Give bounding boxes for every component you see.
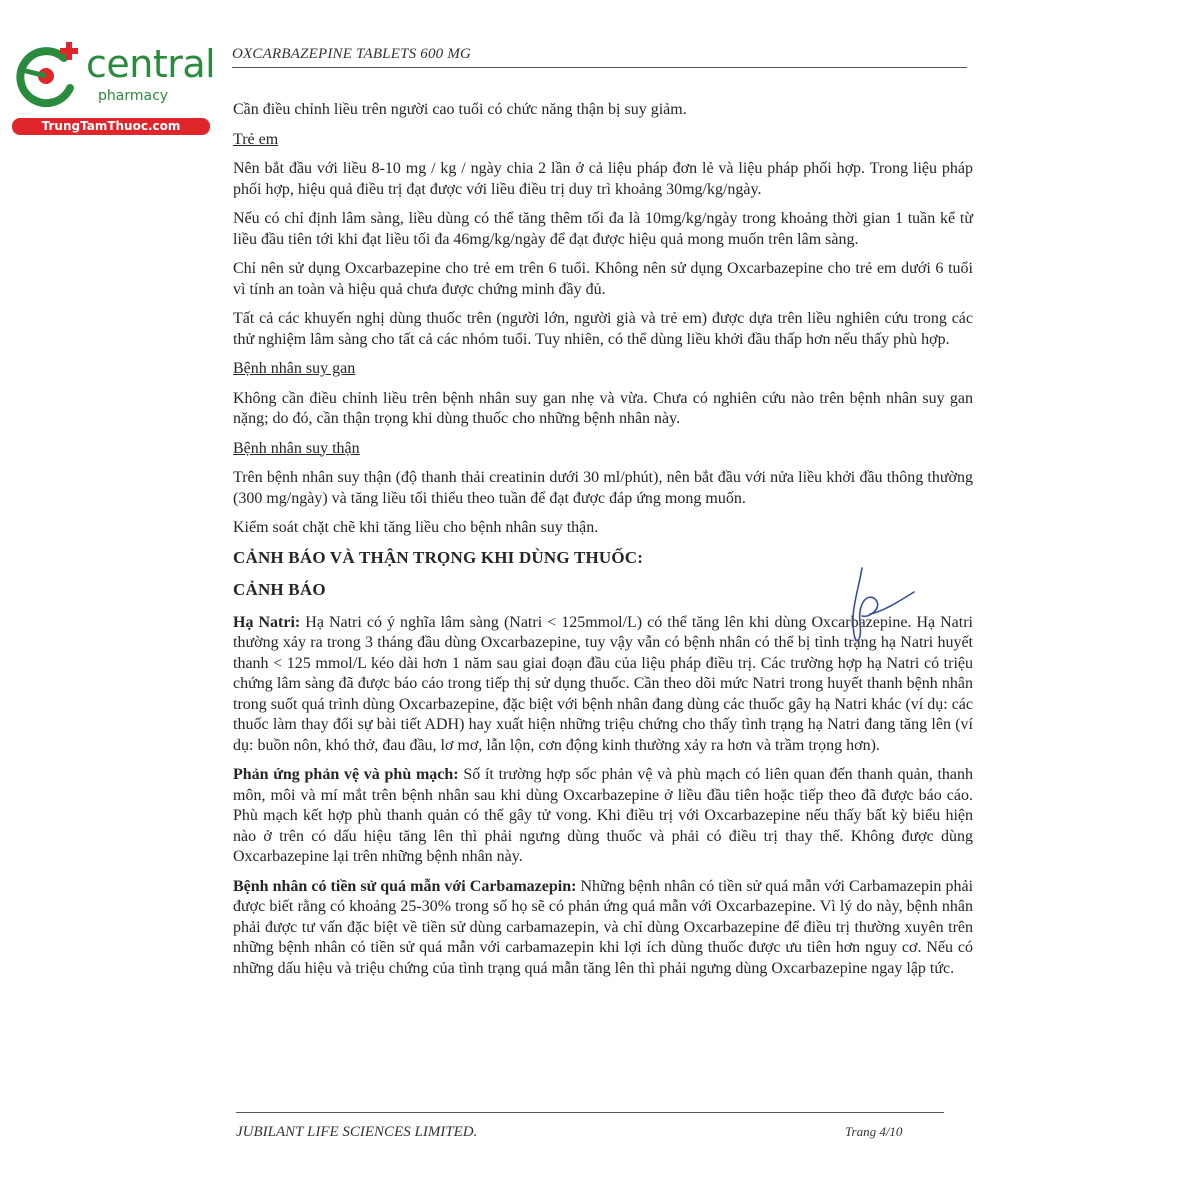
paragraph-anaphylaxis <box>233 765 973 868</box>
header-rule <box>232 67 967 68</box>
section-heading-children: Trẻ em <box>233 130 279 148</box>
paragraph-elderly: Cần điều chỉnh liều trên người cao tuổi có chức năng thận bị suy giảm. <box>233 101 687 118</box>
footer-company: JUBILANT LIFE SCIENCES LIMITED. <box>236 1124 478 1140</box>
paragraph-text: Số ít trường hợp sốc phản vệ và phù mạch có liên quan đến thanh quản, thanh môn, môi và mí mắt trên bệnh nhân sau khi dùng Oxcarbazepine ở liều đầu tiên hoặc tiếp theo đã được báo cáo. Phù mạch kết hợp phù thanh quản có thể gây tử vong. Khi điều trị với Oxcarbazepine nếu thấy bất kỳ biểu hiện nào ở trên có dấu hiệu tăng lên thì phải ngưng dùng thuốc và phải có điều trị thay thế. Không được dùng Oxcarbazepine lại trên những bệnh nhân này. <box>233 766 974 865</box>
paragraph: Tất cả các khuyến nghị dùng thuốc trên (người lớn, người già và trẻ em) được dựa trên liều nghiên cứu trong các thử nghiệm lâm sàng cho tất cả các nhóm tuổi. Tuy nhiên, có thể dùng liều khởi đầu thấp hơn nếu thấy phù hợp. <box>233 310 973 348</box>
footer-rule <box>236 1112 944 1113</box>
logo <box>10 38 215 138</box>
page-number: Trang 4/10 <box>845 1124 903 1139</box>
paragraph: Chỉ nên sử dụng Oxcarbazepine cho trẻ em trên 6 tuổi. Không nên sử dụng Oxcarbazepine cho trẻ em dưới 6 tuổi vì tính an toàn và hiệu quả chưa được chứng minh đầy đủ. <box>233 260 973 298</box>
warning-heading: CẢNH BÁO <box>233 580 326 599</box>
lead-label: Hạ Natri: <box>233 613 301 631</box>
signature <box>842 562 922 652</box>
paragraph: Không cần điều chỉnh liều trên bệnh nhân suy gan nhẹ và vừa. Chưa có nghiên cứu nào trên bệnh nhân suy gan nặng; do đó, cần thận trọng khi dùng thuốc cho những bệnh nhân này. <box>233 389 973 427</box>
lead-label: Phản ứng phản vệ và phù mạch: <box>233 766 459 783</box>
paragraph: Nếu có chỉ định lâm sàng, liều dùng có thể tăng thêm tối đa là 10mg/kg/ngày trong khoảng thời gian 1 tuần kể từ liều đầu tiên tới khi đạt liều tối đa 46mg/kg/ngày để đạt được hiệu quả mong muốn trên lâm sàng. <box>233 210 973 248</box>
section-heading-renal: Bệnh nhân suy thận <box>233 439 360 457</box>
logo-site: TrungTamThuoc.com <box>12 118 210 135</box>
document-body <box>233 100 973 988</box>
lead-label: Bệnh nhân có tiền sử quá mẫn với Carbamazepin: <box>233 877 577 895</box>
paragraph-text: Hạ Natri có ý nghĩa lâm sàng (Natri < 125mmol/L) có thể tăng lên khi dùng Oxcarbazepine. Hạ Natri thường xảy ra trong 3 tháng đầu dùng Oxcarbazepine, tuy vậy vẫn có bệnh nhân có thể bị tình trạng hạ Natri huyết thanh < 125 mmol/L kéo dài hơn 1 năm sau giai đoạn đầu của liệu pháp điều trị. Các trường hợp hạ Natri có triệu chứng lâm sàng đã được báo cáo trong tiếp thị sử dụng thuốc. Cần theo dõi mức Natri trong huyết thanh bệnh nhân trong suốt quá trình dùng Oxcarbazepine, đặc biệt với bệnh nhân đang dùng các thuốc gây hạ Natri khác (ví dụ: các thuốc làm thay đổi sự bài tiết ADH) hay xuất hiện những triệu chứng cho thấy tình trạng hạ Natri đang tăng lên (ví dụ: buồn nôn, khó thở, đau đầu, lơ mơ, lẫn lộn, cơn động kinh thường xảy ra hơn và trầm trọng hơn). <box>233 613 974 754</box>
paragraph: Kiểm soát chặt chẽ khi tăng liều cho bệnh nhân suy thận. <box>233 519 599 536</box>
section-heading-hepatic: Bệnh nhân suy gan <box>233 360 356 377</box>
logo-sub: pharmacy <box>98 88 169 104</box>
paragraph-text: Những bệnh nhân có tiền sử quá mẫn với Carbamazepin phải được biết rằng có khoảng 25-30% trong số họ sẽ có phản ứng quá mẫn với Oxcarbazepine. Vì lý do này, bệnh nhân phải được tư vấn đặc biệt về tiền sử dùng carbamazepin, và chỉ dùng Oxcarbazepine để điều trị thường xuyên trên những bệnh nhân có tiền sử quá mẫn với carbamazepin khi lợi ích dùng thuốc được ưu tiên hơn nguy cơ. Nếu có những dấu hiệu và triệu chứng của tình trạng quá mẫn tăng lên thì phải ngưng dùng Oxcarbazepine ngay lập tức. <box>233 877 974 977</box>
paragraph: Nên bắt đầu với liều 8-10 mg / kg / ngày chia 2 lần ở cả liệu pháp đơn lẻ và liệu pháp phối hợp. Trong liệu pháp phối hợp, hiệu quả điều trị đạt được với liều điều trị duy trì khoảng 30mg/kg/ngày. <box>233 160 973 198</box>
document-title: OXCARBAZEPINE TABLETS 600 MG <box>232 46 472 62</box>
warnings-heading: CẢNH BÁO VÀ THẬN TRỌNG KHI DÙNG THUỐC: <box>233 547 644 567</box>
paragraph-hypersensitivity <box>233 877 973 980</box>
pharmacy-cross-icon <box>12 40 86 114</box>
paragraph: Trên bệnh nhân suy thận (độ thanh thải creatinin dưới 30 ml/phút), nên bắt đầu với nửa liều khởi đầu thông thường (300 mg/ngày) và tăng liều tối thiểu theo tuần để đạt được đáp ứng mong muốn. <box>233 469 973 507</box>
logo-brand: central <box>86 42 216 86</box>
